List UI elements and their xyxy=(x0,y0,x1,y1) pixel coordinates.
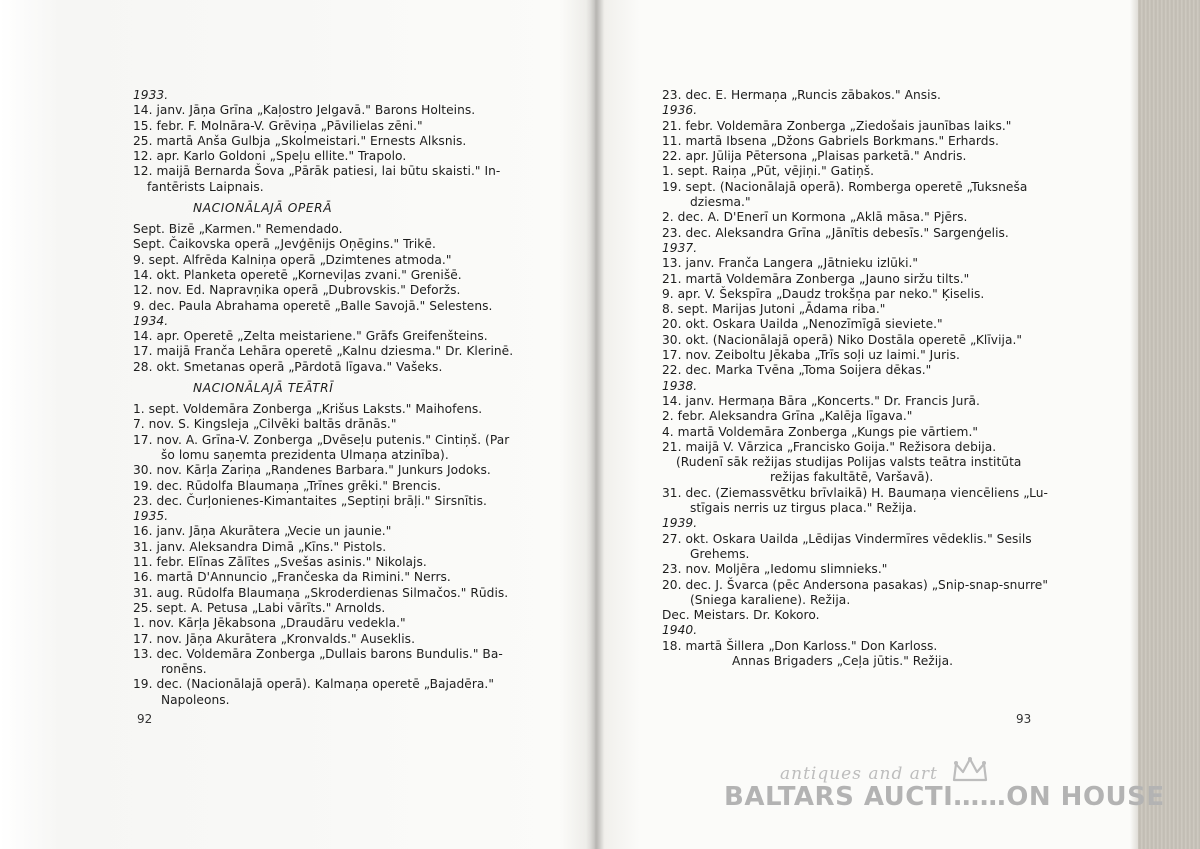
entry-line: 19. dec. (Nacionālajā operā). Kalmaņa operetē „Bajadēra." xyxy=(133,677,494,692)
entry-line: 2. dec. A. D'Enerī un Kormona „Aklā māsa." Pjērs. xyxy=(662,210,968,225)
year-heading: 1940. xyxy=(662,623,698,638)
year-heading: 1937. xyxy=(662,240,698,255)
entry-continuation: dziesma." xyxy=(690,195,751,210)
entry-line: 9. sept. Alfrēda Kalniņa operā „Dzimtenes atmoda." xyxy=(133,252,452,267)
entry-line: 7. nov. S. Kingsleja „Cilvēki baltās drānās." xyxy=(133,417,397,432)
section-heading: NACIONĀLAJĀ TEĀTRĪ xyxy=(193,381,334,396)
entry-line: 21. febr. Voldemāra Zonberga „Ziedošais jaunības laiks." xyxy=(662,118,1012,133)
entry-line: 20. dec. J. Švarca (pēc Andersona pasakas) „Snip-snap-snurre" xyxy=(662,577,1049,592)
entry-line: 17. nov. Zeiboltu Jēkaba „Trīs soļi uz laimi." Juris. xyxy=(662,348,960,363)
year-heading: 1936. xyxy=(662,103,698,118)
entry-continuation: ronēns. xyxy=(161,662,207,677)
entry-continuation: (Sniega karaliene). Režija. xyxy=(690,592,851,607)
entry-line: 9. dec. Paula Abrahama operetē „Balle Savojā." Selestens. xyxy=(133,298,493,313)
crown-icon xyxy=(950,756,990,784)
entry-note: režijas fakultātē, Varšavā). xyxy=(770,470,934,485)
entry-line: 23. dec. E. Hermaņa „Runcis zābakos." Ansis. xyxy=(662,88,941,102)
entry-continuation: Annas Brigaders „Ceļa jūtis." Režija. xyxy=(732,653,954,668)
entry-line: 1. sept. Raiņa „Pūt, vējiņi." Gatiņš. xyxy=(662,164,875,179)
entry-line: 20. okt. Oskara Uailda „Nenozīmīgā sieviete." xyxy=(662,317,943,332)
right-page-text xyxy=(662,88,1049,669)
entry-line: 19. sept. (Nacionālajā operā). Romberga operetē „Tuksneša xyxy=(662,179,1028,194)
year-heading: 1935. xyxy=(133,509,169,524)
book-cover-edge xyxy=(1138,0,1200,849)
entry-line: 2. febr. Aleksandra Grīna „Kalēja līgava." xyxy=(662,409,913,424)
entry-line: 19. dec. Rūdolfa Blaumaņa „Trīnes grēki." Brencis. xyxy=(133,478,441,493)
entry-continuation: fantērists Laipnais. xyxy=(147,179,264,194)
entry-line: 14. apr. Operetē „Zelta meistariene." Grāfs Greifenšteins. xyxy=(133,329,488,344)
page-number-left: 92 xyxy=(137,712,153,726)
entry-line: 23. nov. Moljēra „Iedomu slimnieks." xyxy=(662,562,888,577)
right-page xyxy=(600,0,1140,849)
entry-line: 30. okt. (Nacionālajā operā) Niko Dostāla operetē „Klīvija." xyxy=(662,332,1023,347)
year-heading: 1933. xyxy=(133,88,169,102)
entry-line: 14. janv. Jāņa Grīna „Kaļostro Jelgavā." Barons Holteins. xyxy=(133,103,476,118)
entry-line: 11. febr. Elīnas Zālītes „Svešas asinis." Nikolajs. xyxy=(133,555,427,570)
entry-line: 31. janv. Aleksandra Dimā „Kīns." Pistols. xyxy=(133,539,387,554)
entry-line: 11. martā Ibsena „Džons Gabriels Borkmans." Erhards. xyxy=(662,133,999,148)
entry-line: 12. apr. Karlo Goldoni „Speļu ellite." Trapolo. xyxy=(133,149,407,164)
entry-line: 1. nov. Kārļa Jēkabsona „Draudāru vedekla." xyxy=(133,616,406,631)
entry-line: 16. martā D'Annuncio „Frančeska da Rimini." Nerrs. xyxy=(133,570,451,585)
entry-line: 17. nov. Jāņa Akurātera „Kronvalds." Auseklis. xyxy=(133,631,415,646)
entry-continuation: stīgais nerris uz tirgus placa." Režija. xyxy=(690,501,917,516)
entry-line: 21. martā Voldemāra Zonberga „Jauno siržu tilts." xyxy=(662,271,970,286)
entry-continuation: Napoleons. xyxy=(161,692,230,707)
page-number-right: 93 xyxy=(1016,712,1032,726)
entry-line: 25. martā Anša Gulbja „Skolmeistari." Ernests Alksnis. xyxy=(133,133,467,148)
entry-line: 25. sept. A. Petusa „Labi vārīts." Arnolds. xyxy=(133,600,386,615)
entry-note: (Rudenī sāk režijas studijas Polijas valsts teātra institūta xyxy=(676,455,1022,470)
entry-line: 21. maijā V. Vārzica „Francisko Goija." Režisora debija. xyxy=(662,439,997,454)
entry-line: 9. apr. V. Šekspīra „Daudz trokšņa par neko." Ķiselis. xyxy=(662,286,985,301)
year-heading: 1934. xyxy=(133,313,169,328)
entry-line: 16. janv. Jāņa Akurātera „Vecie un jaunie." xyxy=(133,524,392,539)
entry-line: 22. dec. Marka Tvēna „Toma Soijera dēkas." xyxy=(662,363,932,378)
entry-line: 13. dec. Voldemāra Zonberga „Dullais barons Bundulis." Ba- xyxy=(133,646,503,661)
entry-line: 15. febr. F. Molnāra-V. Grēviņa „Pāvilielas zēni." xyxy=(133,118,423,133)
watermark-tagline: antiques and art xyxy=(780,764,938,784)
entry-line: 4. martā Voldemāra Zonberga „Kungs pie vārtiem." xyxy=(662,424,979,439)
entry-line: 31. dec. (Ziemassvētku brīvlaikā) H. Baumaņa viencēliens „Lu- xyxy=(662,485,1049,500)
watermark-name: BALTARS AUCTI……ON HOUSE xyxy=(724,782,1165,812)
entry-line: 12. nov. Ed. Napravņika operā „Dubrovskis." Deforžs. xyxy=(133,283,461,298)
entry-line: 17. nov. A. Grīna-V. Zonberga „Dvēseļu putenis." Cintiņš. (Par xyxy=(133,432,510,447)
left-page xyxy=(0,0,590,849)
entry-line: Sept. Bizē „Karmen." Remendado. xyxy=(133,222,343,237)
entry-line: Dec. Meistars. Dr. Kokoro. xyxy=(662,608,820,623)
entry-line: 23. dec. Čurļonienes-Kimantaites „Septiņi brāļi." Sirsnītis. xyxy=(133,493,487,508)
entry-line: 30. nov. Kārļa Zariņa „Randenes Barbara." Junkurs Jodoks. xyxy=(133,463,491,478)
entry-line: 27. okt. Oskara Uailda „Lēdijas Vindermīres vēdeklis." Sesils xyxy=(662,531,1032,546)
entry-line: 31. aug. Rūdolfa Blaumaņa „Skroderdienas Silmačos." Rūdis. xyxy=(133,585,509,600)
entry-line: 14. janv. Hermaņa Bāra „Koncerts." Dr. Francis Jurā. xyxy=(662,393,980,408)
entry-continuation: Grehems. xyxy=(690,546,750,561)
entry-line: 1. sept. Voldemāra Zonberga „Krišus Laksts." Maihofens. xyxy=(133,402,483,417)
entry-line: 12. maijā Bernarda Šova „Pārāk patiesi, lai būtu skaisti." In- xyxy=(133,164,501,179)
entry-line: 18. martā Šillera „Don Karloss." Don Karloss. xyxy=(662,638,938,653)
entry-line: 13. janv. Franča Langera „Jātnieku izlūki." xyxy=(662,256,919,271)
entry-line: 17. maijā Franča Lehāra operetē „Kalnu dziesma." Dr. Klerinē. xyxy=(133,344,514,359)
entry-line: 8. sept. Marijas Jutoni „Ādama riba." xyxy=(662,302,886,317)
year-heading: 1939. xyxy=(662,516,698,531)
entry-continuation: šo lomu saņemta prezidenta Ulmaņa atzinība). xyxy=(161,447,449,462)
entry-line: 22. apr. Jūlija Pētersona „Plaisas parketā." Andris. xyxy=(662,149,967,164)
watermark xyxy=(724,762,1165,822)
year-heading: 1938. xyxy=(662,378,698,393)
entry-line: 14. okt. Planketa operetē „Korneviļas zvani." Grenišē. xyxy=(133,267,462,282)
entry-line: Sept. Čaikovska operā „Jevģēnijs Oņēgins." Trikē. xyxy=(133,237,436,252)
entry-line: 23. dec. Aleksandra Grīna „Jānītis debesīs." Sargenģelis. xyxy=(662,225,1009,240)
entry-line: 28. okt. Smetanas operā „Pārdotā līgava." Vašeks. xyxy=(133,359,443,374)
section-heading: NACIONĀLAJĀ OPERĀ xyxy=(193,201,333,216)
left-page-text xyxy=(133,88,513,708)
